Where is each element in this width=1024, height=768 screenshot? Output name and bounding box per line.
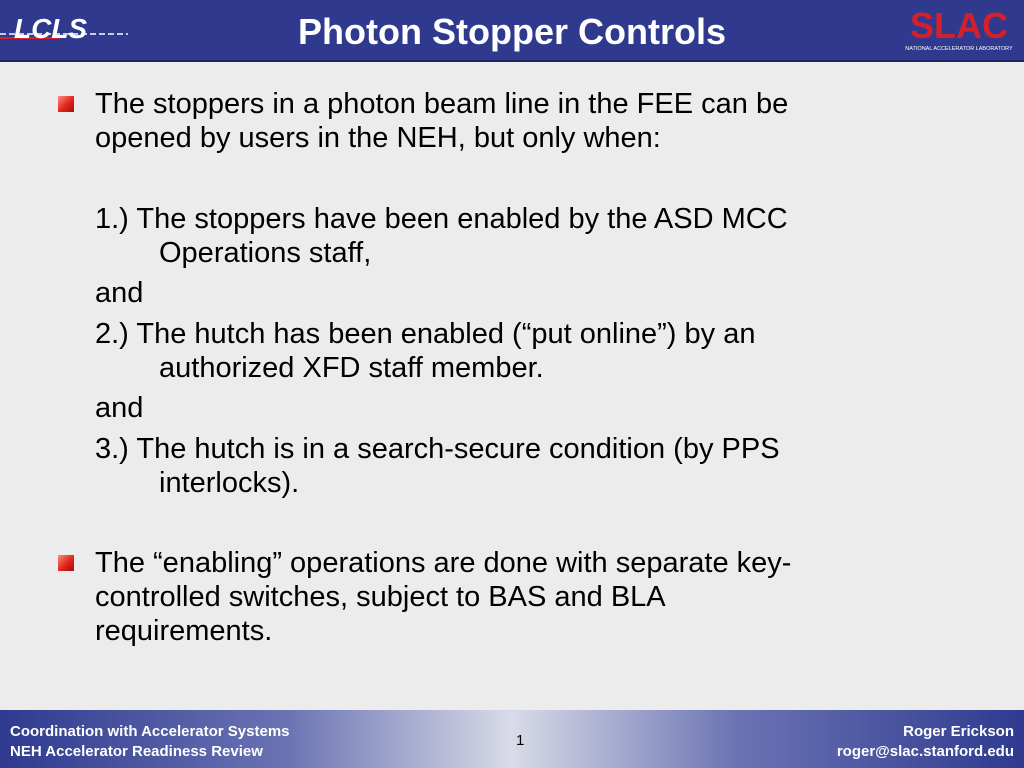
item1-line2: Operations staff, <box>159 237 372 269</box>
page-number: 1 <box>516 732 525 749</box>
footer-author: Roger Erickson <box>903 723 1014 740</box>
slac-logo-subtext: NATIONAL ACCELERATOR LABORATORY <box>905 46 1013 52</box>
slac-logo-text: SLAC <box>910 6 1008 46</box>
item3-line1: 3.) The hutch is in a search-secure condition (by PPS <box>95 433 780 465</box>
bullet-marker <box>58 555 74 571</box>
bullet2-line2: controlled switches, subject to BAS and BLA <box>95 581 666 613</box>
item3-line2: interlocks). <box>159 467 300 499</box>
footer-review-title: NEH Accelerator Readiness Review <box>10 743 263 760</box>
footer-email: roger@slac.stanford.edu <box>836 743 1014 760</box>
footer-event-title: Coordination with Accelerator Systems <box>10 723 290 740</box>
bullet-marker <box>58 96 74 112</box>
item2-line1: 2.) The hutch has been enabled (“put online”) by an <box>95 318 756 350</box>
bullet1-line1: The stoppers in a photon beam line in the FEE can be <box>95 88 789 120</box>
slac-logo <box>900 6 1018 58</box>
and-1: and <box>95 277 144 309</box>
slide-content <box>0 62 1024 710</box>
item1-line1: 1.) The stoppers have been enabled by the ASD MCC <box>95 203 788 235</box>
bullet1-line2: opened by users in the NEH, but only when: <box>95 122 661 154</box>
bullet2-line1: The “enabling” operations are done with separate key- <box>95 547 792 579</box>
slide-footer <box>0 710 1024 768</box>
slide-title: Photon Stopper Controls <box>298 11 726 52</box>
lcls-logo-text: LCLS <box>14 13 88 44</box>
slide-header <box>0 0 1024 62</box>
bullet2-line3: requirements. <box>95 615 273 647</box>
item2-line2: authorized XFD staff member. <box>159 352 544 384</box>
and-2: and <box>95 392 144 424</box>
